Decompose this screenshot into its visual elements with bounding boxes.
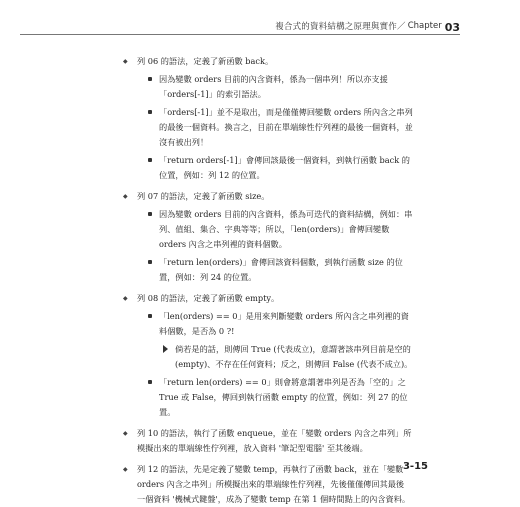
sub-bullet-item xyxy=(159,255,415,285)
sub-bullet-item xyxy=(159,153,415,183)
bullet-item xyxy=(123,189,412,204)
bullet-text: 列 12 的語法，先是定義了變數 temp，再執行了函數 back，並在「變數 orders 內含之串列」所模擬出來的單端線性佇列裡，先後僅僅傳回其最後一個資料 '機械式鍵盤'，成為了變數 temp 在第 1 個時間點上的內含資料。 xyxy=(137,464,411,504)
diamond-bullet-icon: ◆ xyxy=(123,193,128,200)
bullet-item xyxy=(123,426,412,456)
sub-bullet-text: 「return len(orders) == 0」則會將意謂著串列是否為「空的」之 True 或 False，傳回到執行函數 empty 的位置，例如：列 27 的位置。 xyxy=(159,377,408,417)
header-chapter-number: 03 xyxy=(444,20,460,34)
bullet-item xyxy=(123,291,412,306)
diamond-bullet-icon: ◆ xyxy=(123,466,128,473)
running-header xyxy=(20,20,460,35)
bullet-item xyxy=(123,462,412,507)
bullet-text: 列 10 的語法，執行了函數 enqueue，並在「變數 orders 內含之串列」所模擬出來的單端線性佇列裡，放入資料 '筆記型電腦' 至其後端。 xyxy=(137,428,412,453)
square-bullet-icon xyxy=(148,110,152,114)
header-title: 複合式的資料結構之原理與實作／ xyxy=(275,22,406,32)
sub-sub-bullet-text: 倘若是的話，則傳回 True (代表成立)，意謂著該串列目前是空的 (empty)、不存在任何資料；反之，則傳回 False (代表不成立)。 xyxy=(175,344,413,369)
diamond-bullet-icon: ◆ xyxy=(123,58,128,65)
sub-bullet-text: 因為變數 orders 目前的內含資料，係為可迭代的資料結構，例如：串列、值組、集合、字典等等；所以，「len(orders)」會傳回變數 orders 內含之串列裡的資料個數。 xyxy=(159,209,413,249)
sub-bullet-item xyxy=(159,375,415,420)
page-number: 3-15 xyxy=(402,461,428,472)
square-bullet-icon xyxy=(148,260,152,264)
square-bullet-icon xyxy=(148,314,152,318)
square-bullet-icon xyxy=(148,212,152,216)
sub-bullet-text: 「orders[-1]」並不是取出，而是僅僅傳回變數 orders 所內含之串列的最後一個資料。換言之，目前在單端線性佇列裡的最後一個資料，並沒有被出列！ xyxy=(159,107,413,147)
diamond-bullet-icon: ◆ xyxy=(123,295,128,302)
bullet-text: 列 07 的語法，定義了新函數 size。 xyxy=(137,191,270,201)
square-bullet-icon xyxy=(148,158,152,162)
sub-sub-bullet-item xyxy=(175,342,415,372)
square-bullet-icon xyxy=(148,77,152,81)
diamond-bullet-icon: ◆ xyxy=(123,430,128,437)
sub-bullet-text: 「len(orders) == 0」是用來判斷變數 orders 所內含之串列裡的資料個數，是否為 0 ?! xyxy=(159,311,409,336)
triangle-bullet-icon xyxy=(163,345,168,353)
sub-bullet-text: 因為變數 orders 目前的內含資料，係為一個串列！所以亦支援「orders[-1]」的索引語法。 xyxy=(159,74,388,99)
sub-bullet-item xyxy=(159,207,415,252)
sub-bullet-text: 「return len(orders)」會傳回該資料個數，到執行函數 size 的位置，例如：列 24 的位置。 xyxy=(159,257,403,282)
sub-bullet-text: 「return orders[-1]」會傳回該最後一個資料，到執行函數 back 的位置，例如：列 12 的位置。 xyxy=(159,155,410,180)
bullet-text: 列 06 的語法，定義了新函數 back。 xyxy=(137,56,274,66)
sub-bullet-item xyxy=(159,309,415,339)
sub-bullet-item xyxy=(159,105,415,150)
header-chapter-label: Chapter xyxy=(407,21,442,31)
bullet-text: 列 08 的語法，定義了新函數 empty。 xyxy=(137,293,280,303)
sub-bullet-item xyxy=(159,72,415,102)
square-bullet-icon xyxy=(148,380,152,384)
page-body xyxy=(0,54,520,507)
bullet-item xyxy=(123,54,412,69)
